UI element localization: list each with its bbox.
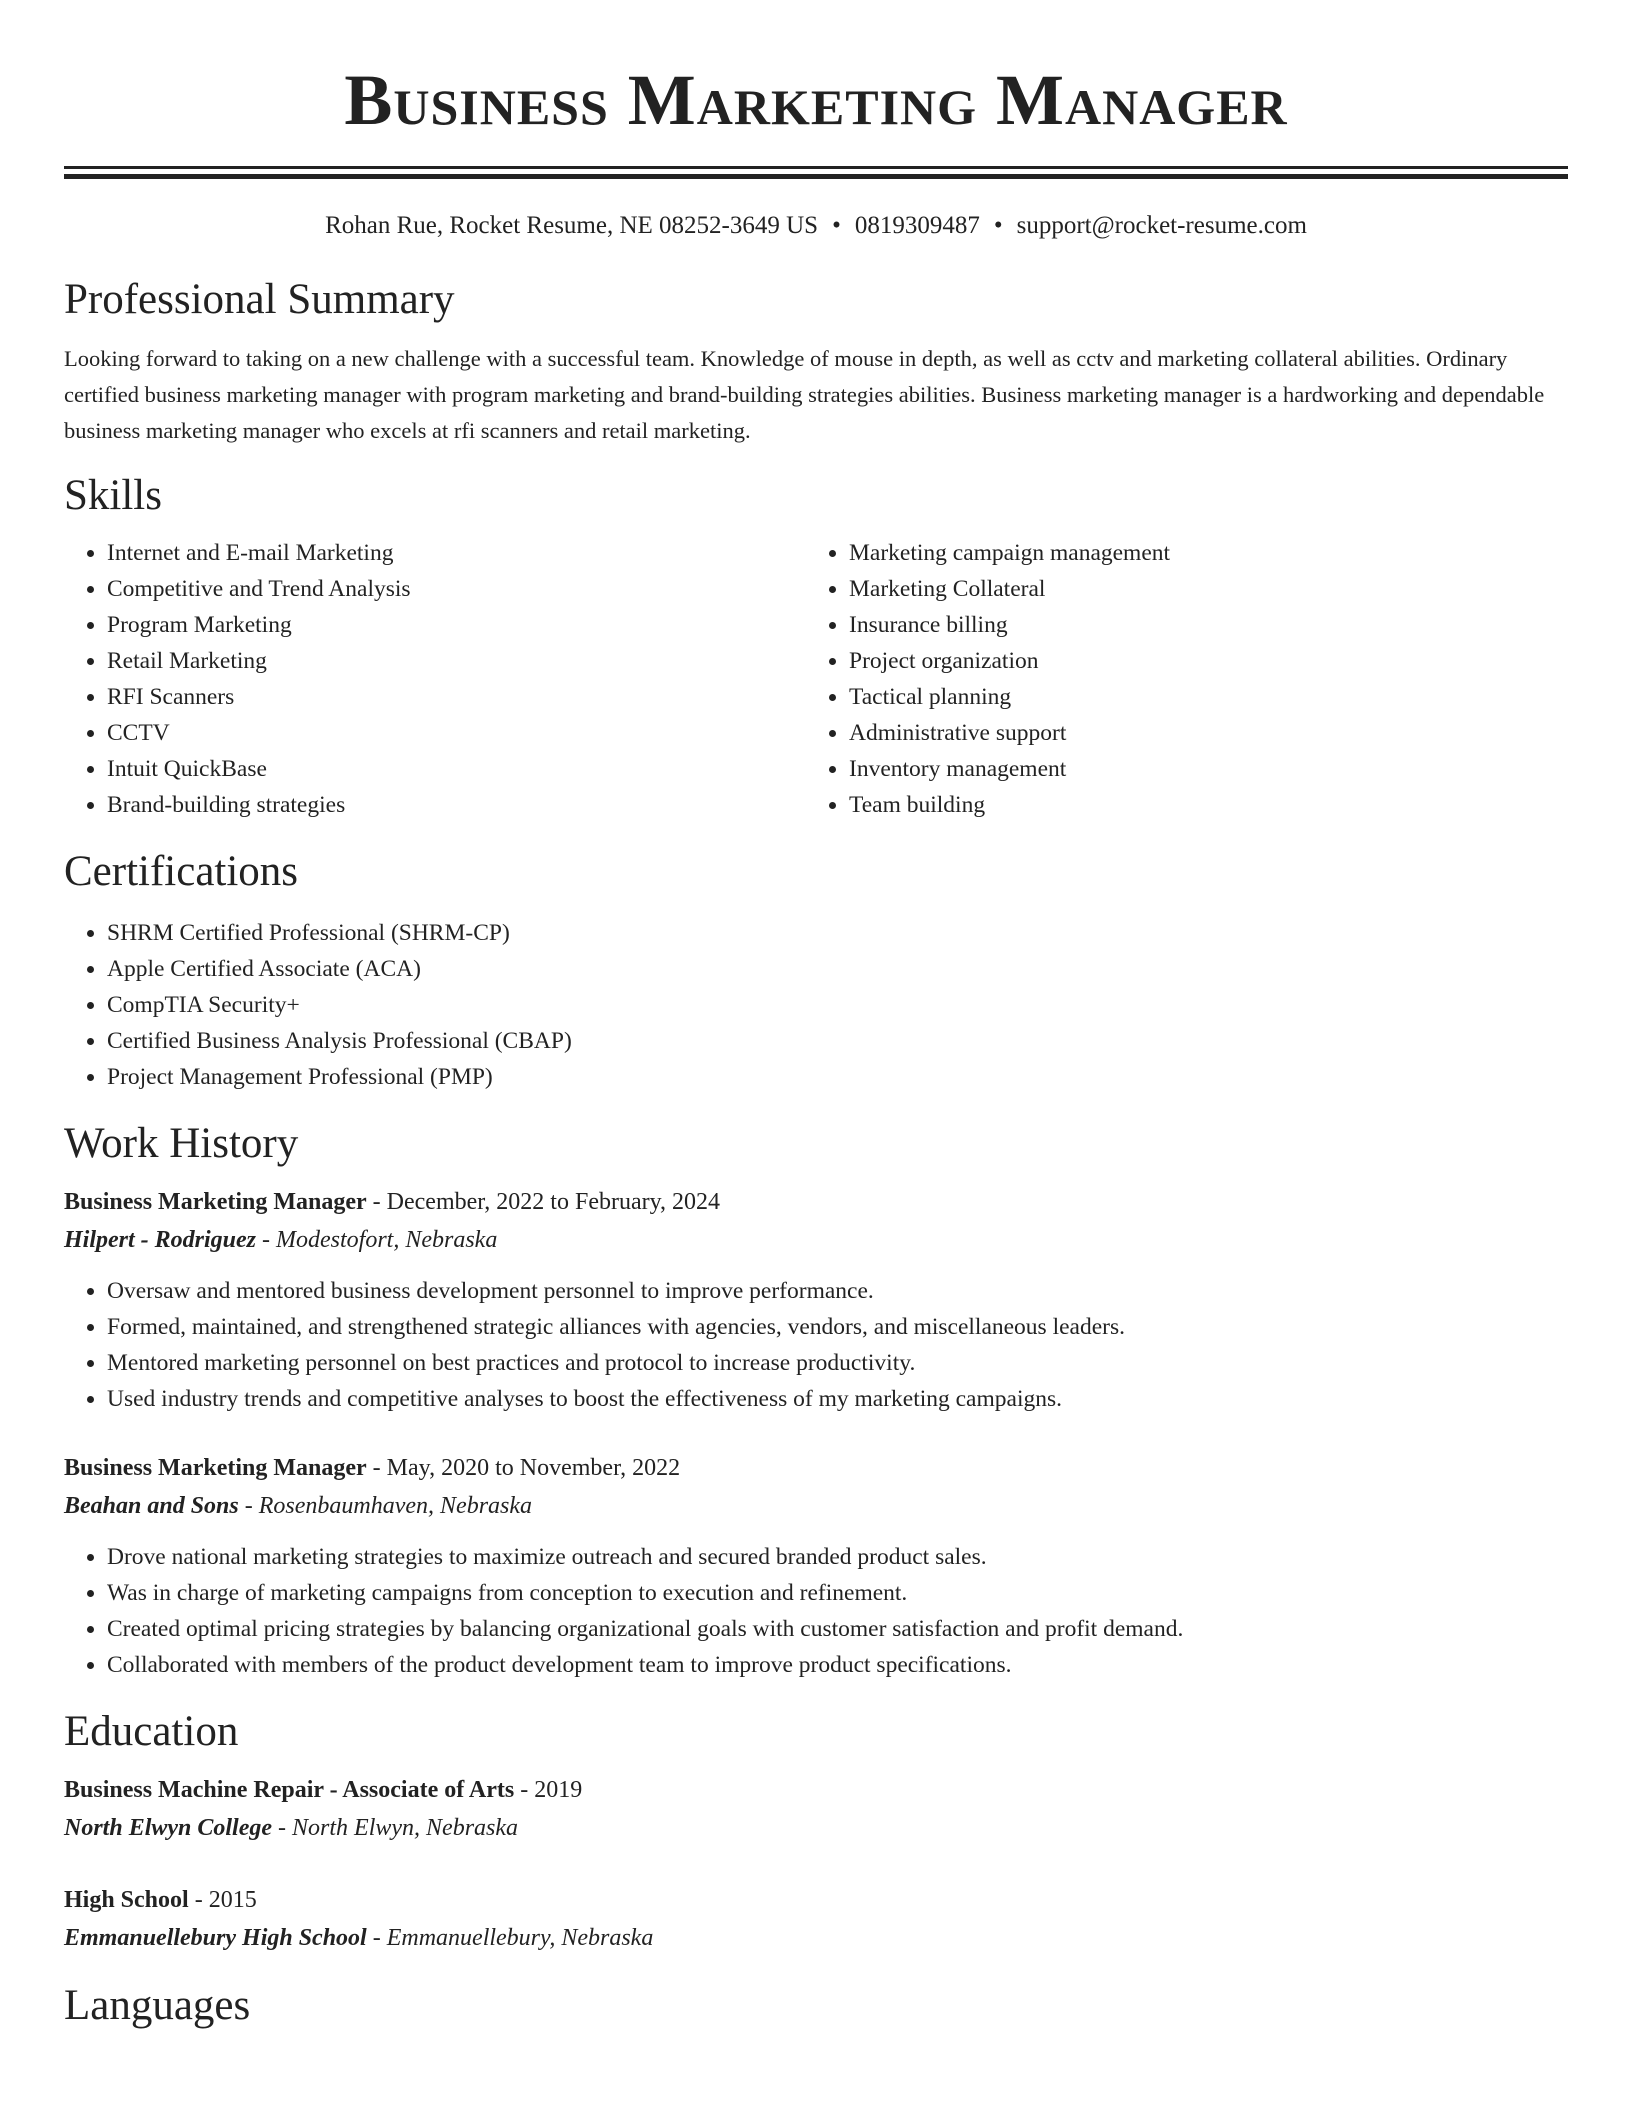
certification-item: • SHRM Certified Professional (SHRM-CP) — [107, 915, 1568, 951]
skill-item: • Internet and E-mail Marketing — [107, 535, 806, 571]
title-divider-top — [64, 166, 1568, 169]
job-dates: - December, 2022 to February, 2024 — [366, 1189, 721, 1215]
education-degree: High School — [64, 1887, 189, 1913]
job-entry — [64, 1449, 1568, 1683]
skill-item: • Competitive and Trend Analysis — [107, 571, 806, 607]
certification-item: • Apple Certified Associate (ACA) — [107, 951, 1568, 987]
education-year: - 2015 — [188, 1887, 257, 1913]
skills-heading: Skills — [64, 472, 162, 519]
contact-separator: • — [832, 212, 841, 239]
job-duty: • Created optimal pricing strategies by balancing organizational goals with customer satisfaction and profit demand. — [107, 1611, 1568, 1647]
education-location: - North Elwyn, Nebraska — [272, 1815, 519, 1841]
certification-item: • Project Management Professional (PMP) — [107, 1059, 1568, 1095]
job-role: Business Marketing Manager — [64, 1189, 367, 1215]
skills-column-left — [64, 535, 806, 823]
skill-item: • Retail Marketing — [107, 643, 806, 679]
education-year: - 2019 — [514, 1777, 583, 1803]
education-degree-line — [64, 1771, 1568, 1809]
skill-item: • Brand-building strategies — [107, 787, 806, 823]
education-entry — [64, 1771, 1568, 1847]
job-location: - Modestofort, Nebraska — [256, 1227, 498, 1253]
education-location: - Emmanuellebury, Nebraska — [366, 1925, 654, 1951]
job-duty: • Used industry trends and competitive analyses to boost the effectiveness of my marketing campaigns. — [107, 1381, 1568, 1417]
skills-list — [64, 535, 1568, 823]
skill-item: • CCTV — [107, 715, 806, 751]
skill-item: • Project organization — [849, 643, 1548, 679]
job-duties-list — [64, 1539, 1568, 1683]
job-duty: • Oversaw and mentored business development personnel to improve performance. — [107, 1273, 1568, 1309]
summary-heading: Professional Summary — [64, 276, 455, 323]
certification-item: • CompTIA Security+ — [107, 987, 1568, 1023]
education-degree: Business Machine Repair - Associate of Arts — [64, 1777, 515, 1803]
certifications-heading: Certifications — [64, 848, 299, 895]
skill-item: • Tactical planning — [849, 679, 1548, 715]
certifications-list — [64, 915, 1568, 1095]
summary-text: Looking forward to taking on a new challenge with a successful team. Knowledge of mouse in depth, as well as cctv and marketing collateral abilities. Ordinary certified business marketing manager with program marketing and brand-building strategies abilities. Business marketing manager is a hardworking and dependable business marketing manager who excels at rfi scanners and retail marketing. — [64, 346, 1545, 443]
education-school-line — [64, 1809, 1568, 1847]
education-degree-line — [64, 1881, 1568, 1919]
job-duty: • Collaborated with members of the product development team to improve product specifications. — [107, 1647, 1568, 1683]
job-location: - Rosenbaumhaven, Nebraska — [238, 1493, 533, 1519]
job-company-line — [64, 1487, 1568, 1525]
job-company: Hilpert - Rodriguez — [64, 1227, 257, 1253]
resume-title: Business Marketing Manager — [344, 60, 1288, 140]
skill-item: • Insurance billing — [849, 607, 1548, 643]
education-school: North Elwyn College — [64, 1815, 273, 1841]
skill-item: • Administrative support — [849, 715, 1548, 751]
skill-item: • Marketing Collateral — [849, 571, 1548, 607]
title-divider-bottom — [64, 174, 1568, 179]
job-role: Business Marketing Manager — [64, 1455, 367, 1481]
job-duty: • Formed, maintained, and strengthened strategic alliances with agencies, vendors, and miscellaneous leaders. — [107, 1309, 1568, 1345]
education-school: Emmanuellebury High School — [64, 1925, 367, 1951]
work-history-heading: Work History — [64, 1120, 299, 1167]
job-company: Beahan and Sons — [64, 1493, 239, 1519]
skill-item: • Program Marketing — [107, 607, 806, 643]
education-heading: Education — [64, 1708, 239, 1755]
job-title-line — [64, 1183, 1568, 1221]
job-duty: • Mentored marketing personnel on best practices and protocol to increase productivity. — [107, 1345, 1568, 1381]
job-duty: • Was in charge of marketing campaigns from conception to execution and refinement. — [107, 1575, 1568, 1611]
languages-heading: Languages — [64, 1982, 251, 2029]
contact-address: Rohan Rue, Rocket Resume, NE 08252-3649 US — [325, 212, 819, 239]
contact-line — [64, 209, 1568, 243]
job-title-line — [64, 1449, 1568, 1487]
contact-separator: • — [993, 212, 1003, 239]
skill-item: • Intuit QuickBase — [107, 751, 806, 787]
education-entry — [64, 1881, 1568, 1957]
skill-item: • RFI Scanners — [107, 679, 806, 715]
skill-item: • Marketing campaign management — [849, 535, 1548, 571]
job-duties-list — [64, 1273, 1568, 1417]
contact-email: support@rocket-resume.com — [1016, 212, 1307, 239]
skills-column-right — [806, 535, 1548, 823]
education-school-line — [64, 1919, 1568, 1957]
skill-item: • Inventory management — [849, 751, 1548, 787]
certification-item: • Certified Business Analysis Professional (CBAP) — [107, 1023, 1568, 1059]
job-dates: - May, 2020 to November, 2022 — [366, 1455, 681, 1481]
contact-phone: 0819309487 — [854, 212, 980, 239]
job-duty: • Drove national marketing strategies to maximize outreach and secured branded product sales. — [107, 1539, 1568, 1575]
resume-page — [64, 0, 1568, 2033]
job-entry — [64, 1183, 1568, 1417]
skill-item: • Team building — [849, 787, 1548, 823]
job-company-line — [64, 1221, 1568, 1259]
